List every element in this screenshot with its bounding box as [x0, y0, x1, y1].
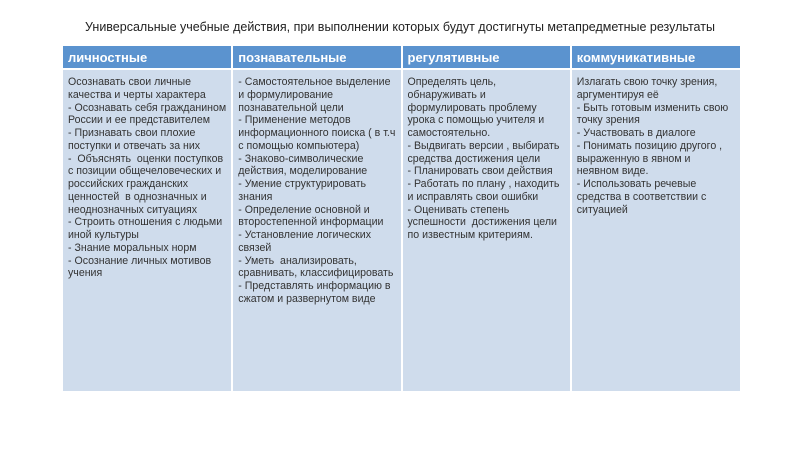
- table-row: [63, 69, 740, 391]
- header-regulatory: регулятивные: [402, 46, 571, 69]
- cell-text: Осознавать свои личные качества и черты характера - Осознавать себя гражданином России и ее представителем - Признавать свои плохие поступки и отвечать за них - Объяснять оценки поступков с позиции общечеловеческих и российских гражданских ценностей в однозначных и неоднозначных ситуациях - Строить отношения с людьми иной культуры - Знание моральных норм - Осознание личных мотивов учения: [68, 76, 227, 280]
- cell-regulatory: [402, 69, 571, 391]
- header-cognitive: познавательные: [232, 46, 401, 69]
- cell-text: Излагать свою точку зрения, аргументируя её - Быть готовым изменить свою точку зрения - Участвовать в диалоге - Понимать позицию другого , выраженную в явном и неявном виде. - Использовать речевые средства в соответствии с ситуацией: [576, 76, 729, 216]
- cell-text: - Самостоятельное выделение и формулирование познавательной цели - Применение методов информационного поиска ( в т.ч с помощью компьютера) - Знаково-символические действия, моделирование - Умение структурировать знания - Определение основной и второстепенной информации - Установление логических связей - Уметь анализировать, сравнивать, классифицировать - Представлять информацию в сжатом и развернутом виде: [238, 76, 396, 305]
- cell-communicative: [571, 69, 740, 391]
- slide-title: Универсальные учебные действия, при выполнении которых будут достигнуты метапредметные результаты: [85, 20, 715, 34]
- cell-text: Определять цель, обнаруживать и формулировать проблему урока с помощью учителя и самостоятельно. - Выдвигать версии , выбирать средства достижения цели - Планировать свои действия - Работать по плану , находить и исправлять свои ошибки - Оценивать степень успешности достижения цели по известным критериям.: [407, 76, 560, 241]
- uud-table: [63, 46, 740, 391]
- cell-cognitive: [232, 69, 401, 391]
- header-communicative: коммуникативные: [571, 46, 740, 69]
- cell-personal: [63, 69, 232, 391]
- header-row: [63, 46, 740, 69]
- header-personal: личностные: [63, 46, 232, 69]
